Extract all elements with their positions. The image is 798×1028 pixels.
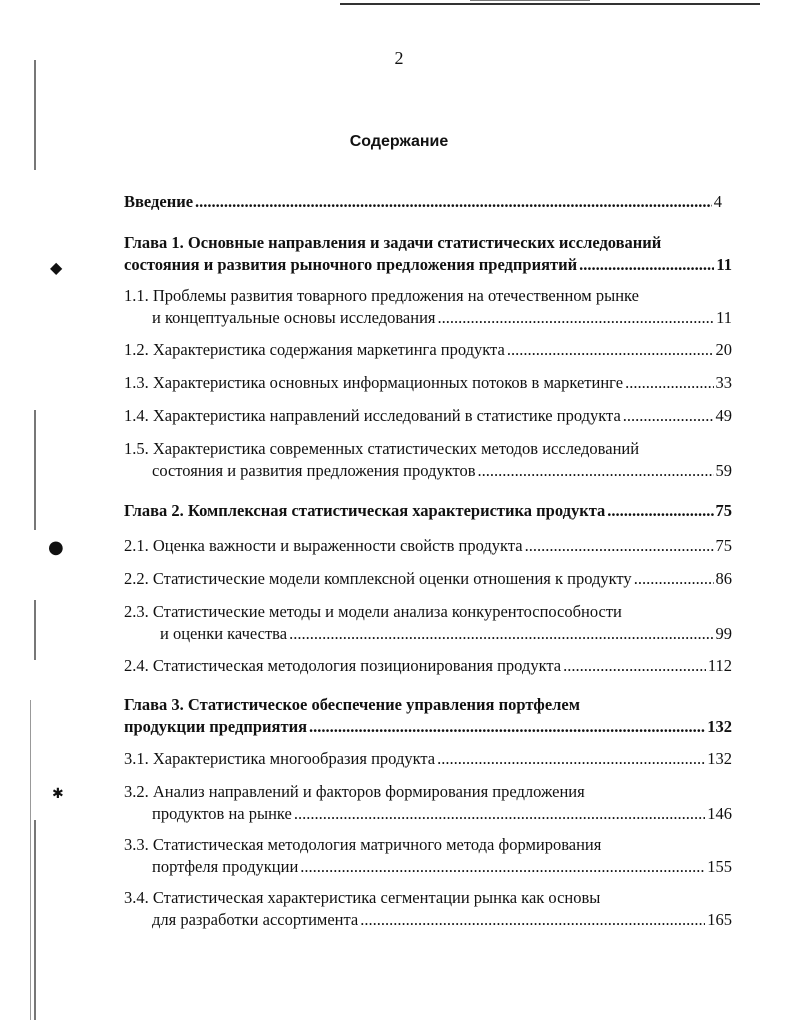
toc-page: 75 [715, 536, 732, 555]
leader-dots [563, 655, 706, 677]
leader-dots [294, 803, 705, 825]
toc-label: 3.4. Статистическая характеристика сегментации рынка как основы [124, 888, 601, 907]
toc-section-2-3[interactable] [124, 601, 732, 645]
scan-margin-line [34, 600, 36, 660]
toc-page: 86 [715, 569, 732, 588]
scan-margin-line [34, 410, 36, 530]
leader-dots [360, 909, 705, 931]
leader-dots [478, 460, 714, 482]
toc-section-3-3[interactable] [124, 834, 732, 878]
leader-dots [525, 535, 714, 557]
leader-dots [195, 191, 712, 213]
hole-punch-mark-icon: ◆ [50, 258, 63, 277]
hole-punch-mark-icon: ● [48, 537, 64, 558]
toc-label: продукции предприятия [124, 717, 307, 736]
toc-label: 2.2. Статистические модели комплексной оценки отношения к продукту [124, 569, 632, 588]
toc-page: 146 [707, 804, 732, 823]
leader-dots [300, 856, 705, 878]
toc-chapter-2[interactable] [124, 500, 732, 522]
scan-margin-line [34, 60, 36, 170]
toc-page: 165 [707, 910, 732, 929]
leader-dots [437, 748, 705, 770]
toc-label: 1.3. Характеристика основных информационных потоков в маркетинге [124, 373, 624, 392]
toc-label: 2.1. Оценка важности и выраженности свойств продукта [124, 536, 523, 555]
toc-label: и концептуальные основы исследования [152, 308, 436, 327]
toc-page: 20 [715, 340, 732, 359]
toc-label: 3.3. Статистическая методология матричного метода формирования [124, 835, 602, 854]
scan-margin-line [30, 700, 31, 1020]
toc-page: 112 [707, 656, 732, 675]
toc-label: 2.4. Статистическая методология позиционирования продукта [124, 656, 562, 675]
toc-page: 11 [716, 308, 732, 327]
toc-label: 1.5. Характеристика современных статистических методов исследований [124, 439, 640, 458]
leader-dots [607, 500, 713, 522]
toc-label: портфеля продукции [152, 857, 299, 876]
toc-section-1-5[interactable] [124, 438, 732, 482]
leader-dots [438, 307, 715, 329]
toc-section-1-3[interactable] [124, 372, 732, 394]
page-number: 2 [394, 48, 404, 68]
toc-label: 3.1. Характеристика многообразия продукта [124, 749, 436, 768]
scan-margin-line [34, 820, 36, 1020]
toc-page: 132 [707, 749, 732, 768]
toc-label: 1.4. Характеристика направлений исследований в статистике продукта [124, 406, 621, 425]
toc-label: состояния и развития рыночного предложения предприятий [124, 255, 578, 274]
toc-label: 1.1. Проблемы развития товарного предложения на отечественном рынке [124, 286, 639, 305]
toc-section-1-1[interactable] [124, 285, 732, 329]
toc-page: 33 [715, 373, 732, 392]
toc-section-1-2[interactable] [124, 339, 732, 361]
toc-intro[interactable] [124, 191, 722, 213]
toc-label: Глава 3. Статистическое обеспечение управления портфелем [124, 695, 580, 714]
toc-section-2-4[interactable] [124, 655, 732, 677]
hole-punch-mark-icon: ✱ [52, 786, 64, 802]
toc-label: и оценки качества [160, 624, 288, 643]
toc-page: 99 [715, 624, 732, 643]
toc-section-3-1[interactable] [124, 748, 732, 770]
toc-page: 4 [713, 192, 722, 211]
toc-page: 59 [715, 461, 732, 480]
toc-page: 155 [707, 857, 732, 876]
toc-page: 132 [707, 717, 732, 736]
toc-page: 49 [715, 406, 732, 425]
toc-label: Введение [124, 192, 194, 211]
leader-dots [507, 339, 714, 361]
toc-section-3-4[interactable] [124, 887, 732, 931]
toc-section-1-4[interactable] [124, 405, 732, 427]
page-title: Содержание [349, 133, 449, 150]
toc-section-3-2[interactable] [124, 781, 732, 825]
leader-dots [634, 568, 714, 590]
toc-label: 2.3. Статистические методы и модели анализа конкурентоспособности [124, 602, 622, 621]
toc-label: продуктов на рынке [152, 804, 292, 823]
toc-section-2-1[interactable] [124, 535, 732, 557]
scan-top-rule [340, 3, 760, 5]
leader-dots [289, 623, 713, 645]
leader-dots [623, 405, 714, 427]
toc-chapter-3[interactable] [124, 694, 732, 738]
scan-top-rule [470, 0, 590, 1]
leader-dots [309, 716, 705, 738]
toc-label: Глава 2. Комплексная статистическая характеристика продукта [124, 501, 606, 520]
toc-label: состояния и развития предложения продуктов [152, 461, 476, 480]
toc-label: 1.2. Характеристика содержания маркетинга продукта [124, 340, 505, 359]
toc-label: для разработки ассортимента [152, 910, 359, 929]
toc-page: 75 [715, 501, 732, 520]
leader-dots [625, 372, 713, 394]
toc-label: Глава 1. Основные направления и задачи статистических исследований [124, 233, 662, 252]
toc-page: 11 [716, 255, 732, 274]
toc-chapter-1[interactable] [124, 232, 732, 276]
toc-section-2-2[interactable] [124, 568, 732, 590]
leader-dots [579, 254, 714, 276]
toc-label: 3.2. Анализ направлений и факторов формирования предложения [124, 782, 585, 801]
